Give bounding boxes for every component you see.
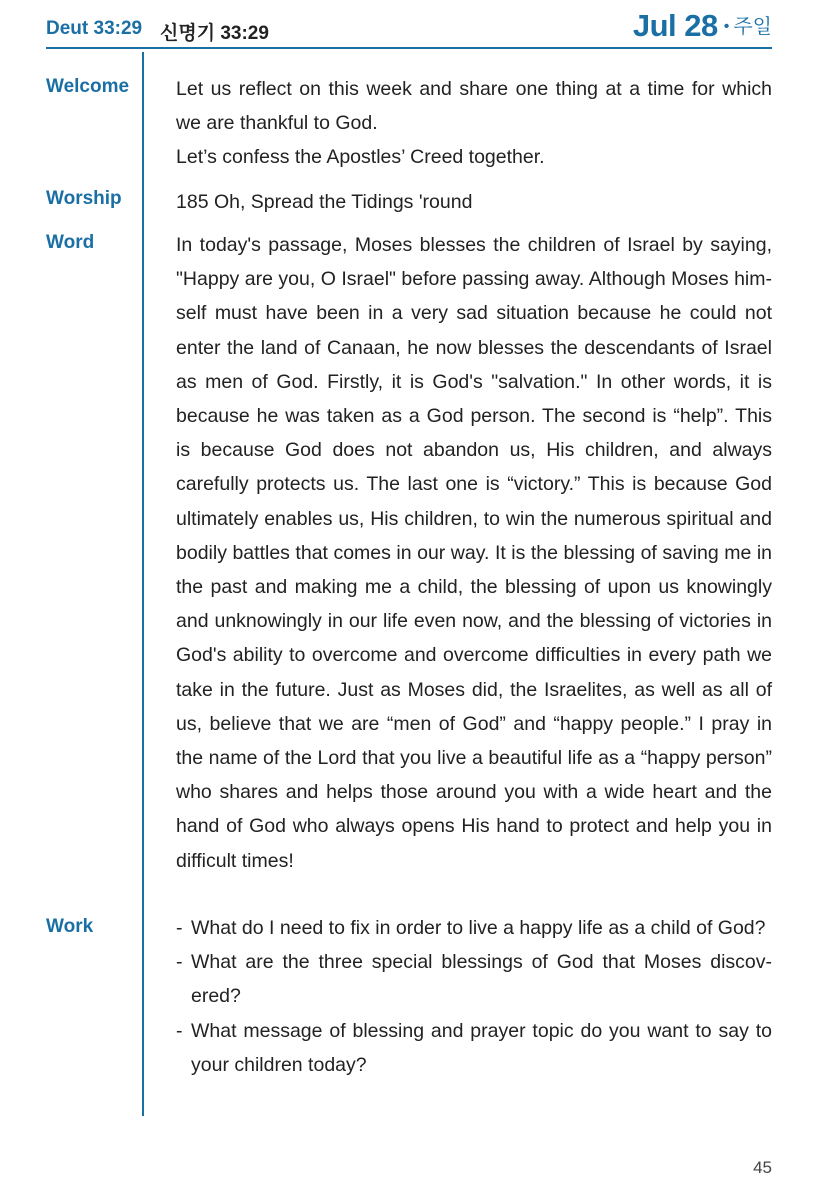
welcome-line: Let us reflect on this week and share one thing at a time for which we are thankful to God. xyxy=(176,78,772,135)
section-label-work: Work xyxy=(46,916,94,937)
date: Jul 28 xyxy=(632,8,718,43)
worship-section xyxy=(176,185,772,219)
column-divider xyxy=(142,52,144,1116)
word-section xyxy=(176,228,772,878)
hymn-title: 185 Oh, Spread the Tidings 'round xyxy=(176,191,473,213)
date-block xyxy=(633,8,772,44)
weekday: 주일 xyxy=(733,16,772,38)
work-question: - What are the three special blessings of God that Moses discovered? xyxy=(176,945,772,1013)
work-question: - What do I need to fix in order to live a happy life as a child of God? xyxy=(176,911,772,945)
section-label-welcome: Welcome xyxy=(46,76,130,97)
date-separator: • xyxy=(723,18,730,35)
page-number: 45 xyxy=(753,1158,772,1177)
work-section xyxy=(176,911,772,1082)
scripture-reference-ko: 신명기 33:29 xyxy=(160,23,269,44)
welcome-line: Let’s confess the Apostles’ Creed together. xyxy=(176,146,545,169)
work-question-list xyxy=(176,911,772,1082)
section-label-word: Word xyxy=(46,232,95,253)
page-header xyxy=(46,8,772,48)
word-body: In today's passage, Moses blesses the children of Israel by saying, "Happy are you, O Israel" before passing away. Although Moses himself must have been in a very sad situation because he could not enter the land of Canaan, he now blesses the descendants of Israel as men of God. Firstly, it is God's "salvation." In other words, it is because he was taken as a God person. The second is “help”. This is because God does not abandon us, His children, and always carefully protects us. The last one is “victory.” This is because God ultimately enables us, His children, to win the numerous spiritual and bodily battles that comes in our way. It is the blessing of saving me in the past and making me a child, the blessing of upon us knowingly and unknowingly in our life even now, and the blessing of victories in God's ability to overcome and overcome difficulties in every path we take in the future. Just as Moses did, the Israelites, as well as all of us, believe that we are “men of God” and “happy people.” I pray in the name of the Lord that you live a beautiful life as a “happy person” who shares and helps those around you with a wide heart and the hand of God who always opens His hand to protect and help you in difficult times! xyxy=(176,234,772,872)
welcome-section xyxy=(176,72,772,175)
header-divider xyxy=(46,47,772,49)
section-label-worship: Worship xyxy=(46,188,122,209)
scripture-reference-en: Deut 33:29 xyxy=(46,18,143,39)
work-question: - What message of blessing and prayer topic do you want to say to your children today? xyxy=(176,1014,772,1082)
